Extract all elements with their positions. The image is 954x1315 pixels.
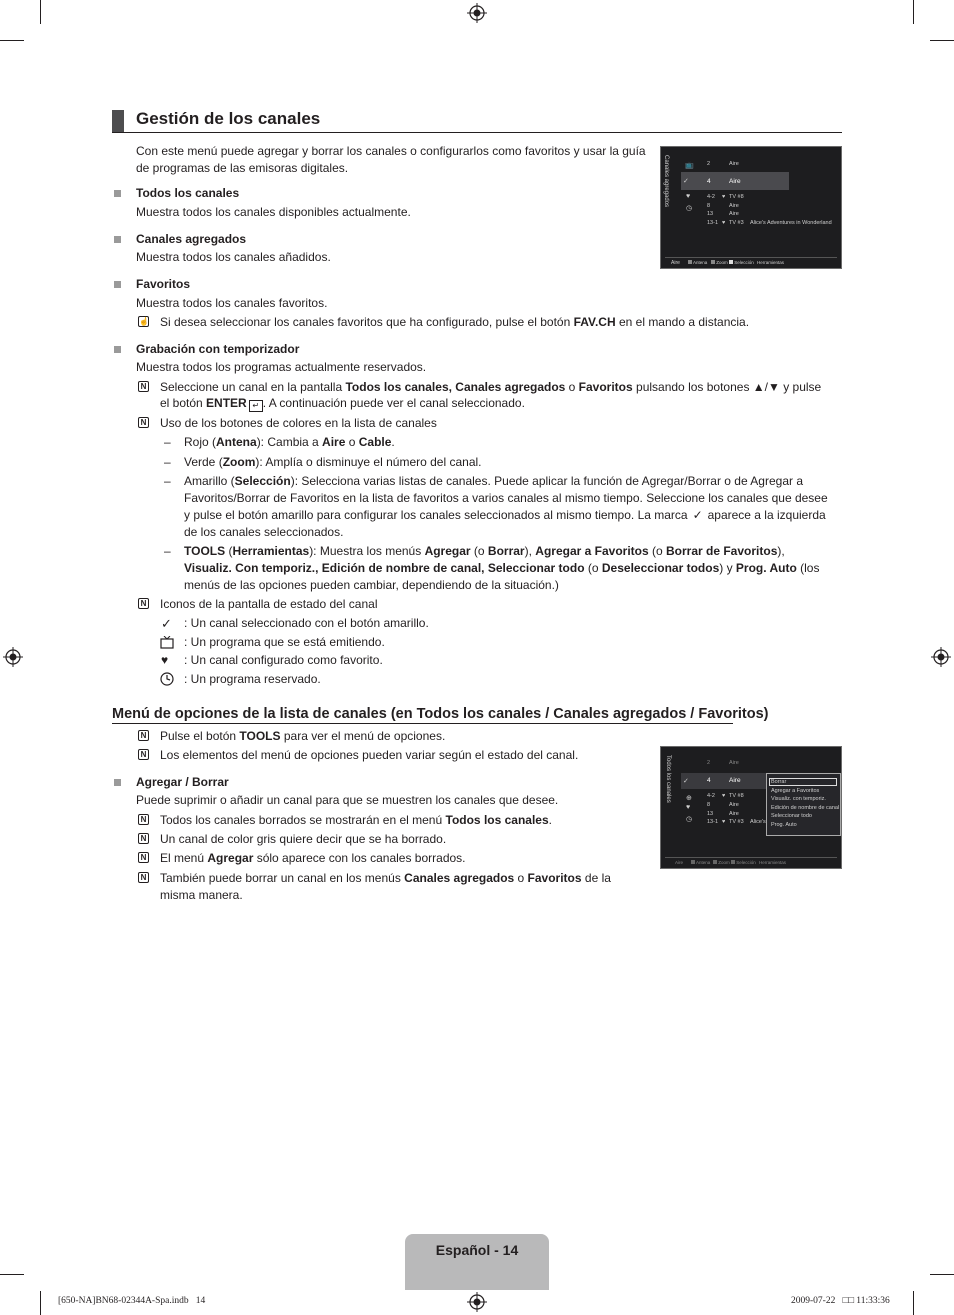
channel-number: 13-1 (707, 220, 719, 226)
note-text: misma manera. (160, 888, 243, 902)
note-icon: N (138, 730, 149, 741)
note-icon: N (138, 598, 149, 609)
color-button-yellow-line: de los canales seleccionados. (184, 525, 344, 539)
tv-icon: 📺 (685, 162, 694, 169)
bullet-square-icon (114, 236, 121, 243)
channel-name: Aire (729, 760, 739, 766)
tools-text: Visualiz. Con temporiz., Edición de nombre de canal, Seleccionar todo (o Deseleccionar todos) y Prog. Auto (los (184, 561, 820, 575)
note-text: Uso de los botones de colores en la lista de canales (160, 416, 437, 430)
tools-text: menús de las opciones pueden cambiar, dependiendo de la situación.) (184, 578, 559, 592)
heart-icon: ♥ (161, 653, 169, 667)
crop-mark (0, 40, 24, 41)
note-icon: N (138, 852, 149, 863)
note-text: Pulse el botón TOOLS para ver el menú de opciones. (160, 729, 446, 743)
channel-number: 4-2 (707, 194, 715, 200)
footer-red-button: Antena (688, 260, 707, 265)
title-bar-marker (112, 110, 124, 132)
hand-note-icon: ☝ (139, 317, 149, 326)
icon-desc: : Un canal configurado como favorito. (184, 653, 383, 667)
heart-icon: ⊕ (686, 795, 692, 802)
channel-name: TV #3 (729, 819, 744, 825)
date-slug: 2009-07-22 □□ 11:33:36 (791, 1296, 890, 1306)
menu-item-edicion[interactable]: Edición de nombre de canal (771, 805, 840, 811)
menu-item-borrar[interactable]: Borrar (771, 779, 787, 785)
channel-name: Aire (729, 811, 739, 817)
footer-tools-button: Herramientas (759, 860, 787, 865)
section-desc: Muestra todos los programas actualmente reservados. (136, 360, 427, 374)
heart-icon: ♥ (722, 819, 726, 825)
dash-bullet: – (164, 455, 171, 469)
options-menu (766, 773, 841, 836)
channel-number: 4-2 (707, 793, 715, 799)
channel-number: 4 (707, 178, 711, 185)
footer-yellow-button: Selección (729, 260, 754, 265)
channel-number: 8 (707, 203, 711, 209)
channel-name: TV #8 (729, 194, 744, 200)
registration-mark-icon (931, 647, 951, 667)
channel-number: 4 (707, 777, 711, 784)
channel-number: 13 (707, 211, 714, 217)
clock-icon: ◷ (686, 816, 693, 823)
footer-divider (665, 857, 837, 858)
note-icon: N (138, 872, 149, 883)
icon-desc: : Un programa que se está emitiendo. (184, 635, 385, 649)
footer-divider (665, 257, 837, 258)
note-text: el botón ENTER ↵ . A continuación puede ver el canal seleccionado. (160, 396, 525, 410)
title-rule (112, 132, 842, 133)
bullet-square-icon (114, 190, 121, 197)
section-title: Todos los canales (136, 186, 240, 200)
tv-icon: ✓ (683, 778, 689, 785)
tools-text: TOOLS (Herramientas): Muestra los menús Agregar (o Borrar), Agregar a Favoritos (o Borrar de Favoritos), (184, 544, 785, 558)
channel-name: Aire (729, 211, 739, 217)
icon-desc: : Un programa reservado. (184, 672, 321, 686)
check-icon: ✓ (161, 616, 172, 631)
section-desc: Puede suprimir o añadir un canal para que se muestren los canales que desee. (136, 793, 559, 807)
color-button-yellow-line: y pulse el botón amarillo para configurar los canales seleccionados al mismo tiempo. La marca ✓ aparece a la izquierda (184, 508, 826, 522)
program-name: Alice's (750, 819, 766, 825)
note-text: También puede borrar un canal en los menús Canales agregados o Favoritos de la (160, 871, 611, 885)
channel-number: 8 (707, 802, 711, 808)
note-text: Iconos de la pantalla de estado del canal (160, 597, 378, 611)
crop-mark (0, 1274, 24, 1275)
channel-number: 13-1 (707, 819, 719, 825)
note-text: Si desea seleccionar los canales favoritos que ha configurado, pulse el botón FAV.CH en el mando a distancia. (160, 315, 750, 329)
heart-icon: ♥ (722, 194, 726, 200)
page-title: Gestión de los canales (136, 109, 321, 128)
tv-screen-todos-los-canales (660, 746, 842, 869)
channel-name: Aire (729, 203, 739, 209)
section-desc: Muestra todos los canales favoritos. (136, 296, 328, 310)
check-icon: ✓ (692, 508, 703, 522)
menu-item-prog-auto[interactable]: Prog. Auto (771, 822, 797, 828)
crop-mark (913, 0, 914, 24)
menu-item-visualiz[interactable]: Visualiz. con temporiz. (771, 796, 826, 802)
note-text: Seleccione un canal en la pantalla Todos los canales, Canales agregados o Favoritos pulsando los botones ▲/▼ y pulse (160, 380, 822, 394)
crop-mark (40, 1291, 41, 1315)
program-name: Alice's Adventures in Wonderland (750, 220, 832, 226)
file-slug: [650-NA]BN68-02344A-Spa.indb 14 (58, 1296, 206, 1306)
channel-name: Aire (729, 161, 739, 167)
bullet-square-icon (114, 346, 121, 353)
color-button-yellow: Amarillo (Selección): Selecciona varias listas de canales. Puede aplicar la función de Agregar/Borrar o de Agregar a (184, 474, 803, 488)
registration-mark-icon (467, 1292, 487, 1312)
footer-tools-button: Herramientas (757, 260, 785, 265)
color-button-red: Rojo (Antena): Cambia a Aire o Cable. (184, 435, 395, 449)
registration-mark-icon (3, 647, 23, 667)
note-icon: N (138, 749, 149, 760)
screen-side-label: Canales agregados (663, 155, 669, 208)
footer-green-button: Zoom (711, 260, 728, 265)
bullet-square-icon (114, 281, 121, 288)
note-icon: N (138, 381, 149, 392)
channel-number: 2 (707, 760, 711, 766)
note-text: Todos los canales borrados se mostrarán en el menú Todos los canales. (160, 813, 552, 827)
footer-yellow-button: Selección (731, 860, 756, 865)
bullet-square-icon (114, 779, 121, 786)
section-title: Favoritos (136, 277, 191, 291)
section-desc: Muestra todos los canales añadidos. (136, 250, 331, 264)
intro-text: Con este menú puede agregar y borrar los canales o configurarlos como favoritos y usar la guía de programas de las emisoras digitales. (136, 144, 646, 175)
icon-desc: : Un canal seleccionado con el botón amarillo. (184, 616, 429, 630)
clock-icon (160, 672, 174, 686)
section-title: Canales agregados (136, 232, 247, 246)
heart-icon: ♥ (686, 804, 691, 811)
heart-icon: ♥ (722, 793, 726, 799)
screen-side-label: Todos los canales (665, 755, 671, 803)
note-text: Los elementos del menú de opciones pueden variar según el estado del canal. (160, 748, 579, 762)
crop-mark (913, 1291, 914, 1315)
registration-mark-icon (467, 3, 487, 23)
footer-mode: Aire (675, 860, 684, 865)
channel-number: 2 (707, 161, 711, 167)
section-title: Agregar / Borrar (136, 775, 229, 789)
channel-name: Aire (729, 802, 739, 808)
note-text: El menú Agregar sólo aparece con los canales borrados. (160, 851, 466, 865)
note-icon: N (138, 833, 149, 844)
section-desc: Muestra todos los canales disponibles actualmente. (136, 205, 411, 219)
tv-icon (160, 636, 174, 649)
dash-bullet: – (164, 474, 171, 488)
heart-icon: ♥ (686, 193, 691, 200)
enter-icon: ↵ (249, 400, 263, 412)
channel-name: Aire (729, 777, 741, 784)
section2-underline (112, 723, 733, 724)
channel-name: Aire (729, 178, 741, 185)
heart-icon: ♥ (722, 220, 726, 226)
color-button-green: Verde (Zoom): Amplía o disminuye el número del canal. (184, 455, 482, 469)
dash-bullet: – (164, 544, 171, 558)
tv-screen-canales-agregados (660, 146, 842, 269)
note-icon: N (138, 417, 149, 428)
note-text: Un canal de color gris quiere decir que se ha borrado. (160, 832, 447, 846)
section2-title: Menú de opciones de la lista de canales (en Todos los canales / Canales agregados / Favoritos) (112, 706, 769, 722)
channel-name: TV #8 (729, 793, 744, 799)
footer-red-button: Antena (691, 860, 710, 865)
channel-name: TV #3 (729, 220, 744, 226)
crop-mark (930, 40, 954, 41)
highlight-row (681, 773, 771, 789)
crop-mark (40, 0, 41, 24)
menu-item-agregar-favoritos[interactable]: Agregar a Favoritos (771, 788, 820, 794)
menu-item-seleccionar-todo[interactable]: Seleccionar todo (771, 813, 812, 819)
clock-icon: ◷ (686, 205, 693, 212)
footer-green-button: Zoom (713, 860, 730, 865)
section-title: Grabación con temporizador (136, 342, 300, 356)
crop-mark (930, 1274, 954, 1275)
note-icon: N (138, 814, 149, 825)
tv-icon: ✓ (683, 178, 689, 185)
dash-bullet: – (164, 435, 171, 449)
color-button-yellow-line: Favoritos/Borrar de Favoritos en la lista de favoritos a varios canales al mismo tiempo. Seleccione los canales que desee (184, 491, 828, 505)
page-number: Español - 14 (435, 1242, 519, 1258)
footer-mode: Aire (671, 260, 680, 266)
channel-number: 13 (707, 811, 714, 817)
